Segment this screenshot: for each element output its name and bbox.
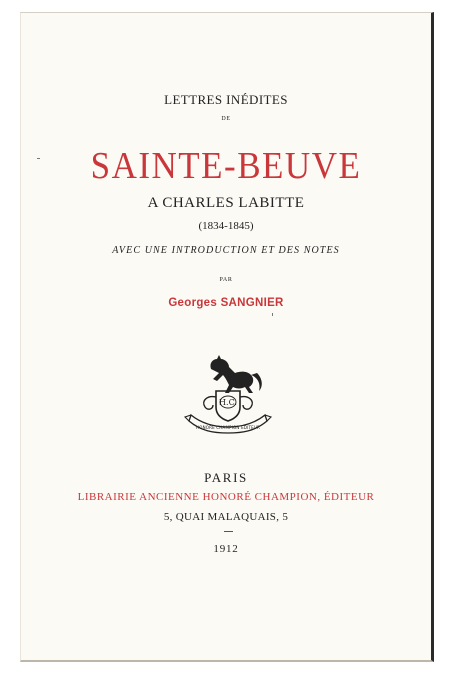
by-line: PAR bbox=[219, 277, 233, 283]
publisher-address: 5, QUAI MALAQUAIS, 5 bbox=[163, 511, 289, 523]
preposition-de: DE bbox=[221, 116, 231, 122]
paper-speck bbox=[37, 158, 40, 159]
title-page bbox=[20, 12, 434, 662]
publisher-line: LIBRAIRIE ANCIENNE HONORÉ CHAMPION, ÉDITEUR bbox=[77, 491, 375, 503]
printer-mark-icon bbox=[183, 347, 273, 435]
editor-name: Georges SANGNIER bbox=[168, 297, 284, 309]
paper-speck bbox=[272, 313, 273, 316]
author-name: SAINTE-BEUVE bbox=[90, 144, 362, 187]
imprint-city: PARIS bbox=[204, 470, 248, 485]
publication-year: 1912 bbox=[213, 543, 239, 555]
printer-mark-motto: HONORE CHAMPION EDITEUR bbox=[196, 425, 260, 430]
recipient-line: A CHARLES LABITTE bbox=[147, 195, 305, 211]
introduction-line: AVEC UNE INTRODUCTION ET DES NOTES bbox=[112, 245, 340, 256]
printer-mark-monogram: H.C. bbox=[219, 398, 237, 407]
date-range: (1834-1845) bbox=[198, 220, 254, 232]
book-heading: LETTRES INÉDITES bbox=[164, 92, 288, 107]
divider-rule bbox=[224, 531, 233, 532]
